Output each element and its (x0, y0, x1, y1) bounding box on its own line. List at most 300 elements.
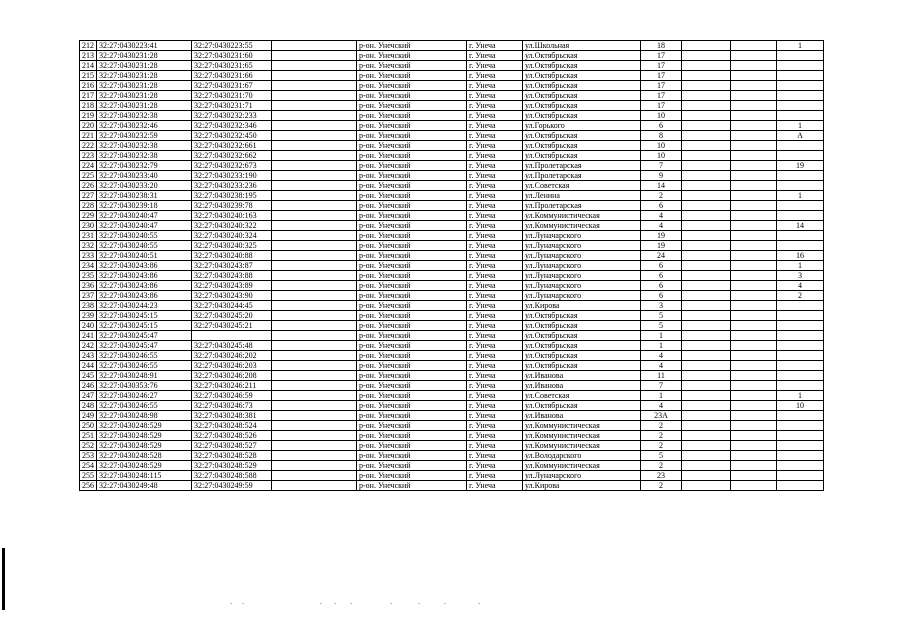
street-cell: ул.Луначарского (523, 231, 641, 241)
house-number-cell: 3 (641, 301, 682, 311)
district-cell: р-он. Унечский (357, 41, 467, 51)
city-cell: г. Унеча (467, 401, 523, 411)
cadastral-number-object: 32:27:0430231:66 (192, 71, 272, 81)
district-cell: р-он. Унечский (357, 471, 467, 481)
row-number: 216 (80, 81, 97, 91)
empty-cell (272, 451, 357, 461)
house-number-cell: 4 (641, 401, 682, 411)
table-row (80, 221, 824, 231)
house-number-cell: 5 (641, 321, 682, 331)
city-cell: г. Унеча (467, 371, 523, 381)
cadastral-number-object: 32:27:0430231:60 (192, 51, 272, 61)
house-number-cell: 14 (641, 181, 682, 191)
extra-cell (731, 191, 777, 201)
apartment-cell (777, 141, 824, 151)
table-row (80, 431, 824, 441)
empty-cell (682, 111, 731, 121)
empty-cell (682, 101, 731, 111)
district-cell: р-он. Унечский (357, 281, 467, 291)
city-cell: г. Унеча (467, 351, 523, 361)
empty-cell (272, 141, 357, 151)
empty-cell (682, 241, 731, 251)
row-number: 252 (80, 441, 97, 451)
house-number-cell: 10 (641, 151, 682, 161)
apartment-cell: 1 (777, 391, 824, 401)
district-cell: р-он. Унечский (357, 71, 467, 81)
house-number-cell: 2 (641, 191, 682, 201)
empty-cell (682, 391, 731, 401)
table-row (80, 211, 824, 221)
street-cell: ул.Кирова (523, 481, 641, 491)
cadastral-number-parcel: 32:27:0430244:23 (97, 301, 192, 311)
row-number: 241 (80, 331, 97, 341)
empty-cell (272, 391, 357, 401)
street-cell: ул.Октябрьская (523, 61, 641, 71)
row-number: 235 (80, 271, 97, 281)
empty-cell (682, 451, 731, 461)
house-number-cell: 2 (641, 421, 682, 431)
street-cell: ул.Коммунистическая (523, 461, 641, 471)
apartment-cell (777, 181, 824, 191)
row-number: 227 (80, 191, 97, 201)
apartment-cell: 1 (777, 261, 824, 271)
empty-cell (682, 231, 731, 241)
street-cell: ул.Советская (523, 391, 641, 401)
street-cell: ул.Пролетарская (523, 171, 641, 181)
apartment-cell: 4 (777, 281, 824, 291)
empty-cell (272, 181, 357, 191)
row-number: 215 (80, 71, 97, 81)
extra-cell (731, 211, 777, 221)
house-number-cell: 6 (641, 271, 682, 281)
register-table (79, 40, 824, 491)
row-number: 217 (80, 91, 97, 101)
extra-cell (731, 221, 777, 231)
apartment-cell (777, 101, 824, 111)
empty-cell (272, 341, 357, 351)
empty-cell (682, 261, 731, 271)
row-number: 221 (80, 131, 97, 141)
cadastral-number-object: 32:27:0430243:87 (192, 261, 272, 271)
street-cell: ул.Коммунистическая (523, 441, 641, 451)
cadastral-number-parcel: 32:27:0430231:28 (97, 71, 192, 81)
row-number: 254 (80, 461, 97, 471)
row-number: 233 (80, 251, 97, 261)
district-cell: р-он. Унечский (357, 121, 467, 131)
extra-cell (731, 411, 777, 421)
cadastral-number-parcel: 32:27:0430246:55 (97, 361, 192, 371)
row-number: 250 (80, 421, 97, 431)
district-cell: р-он. Унечский (357, 401, 467, 411)
house-number-cell: 10 (641, 141, 682, 151)
extra-cell (731, 371, 777, 381)
street-cell: ул.Иванова (523, 371, 641, 381)
house-number-cell: 19 (641, 231, 682, 241)
district-cell: р-он. Унечский (357, 221, 467, 231)
table-row (80, 481, 824, 491)
cadastral-number-object: 32:27:0430240:322 (192, 221, 272, 231)
extra-cell (731, 451, 777, 461)
extra-cell (731, 201, 777, 211)
empty-cell (682, 321, 731, 331)
district-cell: р-он. Унечский (357, 461, 467, 471)
street-cell: ул.Октябрьская (523, 111, 641, 121)
row-number: 232 (80, 241, 97, 251)
table-row (80, 151, 824, 161)
empty-cell (682, 341, 731, 351)
table-row (80, 361, 824, 371)
apartment-cell (777, 461, 824, 471)
street-cell: ул.Коммунистическая (523, 221, 641, 231)
empty-cell (682, 311, 731, 321)
table-row (80, 411, 824, 421)
house-number-cell: 4 (641, 221, 682, 231)
cadastral-number-parcel: 32:27:0430248:529 (97, 461, 192, 471)
table-row (80, 141, 824, 151)
extra-cell (731, 101, 777, 111)
street-cell: ул.Луначарского (523, 251, 641, 261)
extra-cell (731, 421, 777, 431)
cadastral-number-object: 32:27:0430223:55 (192, 41, 272, 51)
cadastral-number-object: 32:27:0430243:89 (192, 281, 272, 291)
empty-cell (272, 121, 357, 131)
table-row (80, 181, 824, 191)
row-number: 234 (80, 261, 97, 271)
cadastral-number-object: 32:27:0430231:70 (192, 91, 272, 101)
apartment-cell (777, 301, 824, 311)
street-cell: ул.Октябрьская (523, 361, 641, 371)
extra-cell (731, 71, 777, 81)
district-cell: р-он. Унечский (357, 231, 467, 241)
street-cell: ул.Кирова (523, 301, 641, 311)
city-cell: г. Унеча (467, 441, 523, 451)
empty-cell (272, 261, 357, 271)
street-cell: ул.Октябрьская (523, 351, 641, 361)
empty-cell (682, 121, 731, 131)
house-number-cell: 24 (641, 251, 682, 261)
apartment-cell (777, 111, 824, 121)
street-cell: ул.Советская (523, 181, 641, 191)
cadastral-number-parcel: 32:27:0430232:79 (97, 161, 192, 171)
apartment-cell (777, 91, 824, 101)
empty-cell (272, 41, 357, 51)
house-number-cell: 1 (641, 331, 682, 341)
extra-cell (731, 341, 777, 351)
empty-cell (272, 51, 357, 61)
city-cell: г. Унеча (467, 61, 523, 71)
table-row (80, 331, 824, 341)
apartment-cell (777, 61, 824, 71)
district-cell: р-он. Унечский (357, 261, 467, 271)
extra-cell (731, 91, 777, 101)
cadastral-number-object: 32:27:0430245:21 (192, 321, 272, 331)
extra-cell (731, 111, 777, 121)
table-row (80, 61, 824, 71)
district-cell: р-он. Унечский (357, 91, 467, 101)
apartment-cell (777, 171, 824, 181)
district-cell: р-он. Унечский (357, 171, 467, 181)
district-cell: р-он. Унечский (357, 291, 467, 301)
house-number-cell: 1 (641, 341, 682, 351)
house-number-cell: 8 (641, 131, 682, 141)
city-cell: г. Унеча (467, 141, 523, 151)
street-cell: ул.Октябрьская (523, 151, 641, 161)
city-cell: г. Унеча (467, 341, 523, 351)
empty-cell (272, 171, 357, 181)
extra-cell (731, 471, 777, 481)
empty-cell (682, 221, 731, 231)
house-number-cell: 6 (641, 261, 682, 271)
district-cell: р-он. Унечский (357, 131, 467, 141)
cadastral-number-parcel: 32:27:0430233:40 (97, 171, 192, 181)
apartment-cell (777, 321, 824, 331)
cadastral-number-object (192, 331, 272, 341)
house-number-cell: 5 (641, 451, 682, 461)
extra-cell (731, 151, 777, 161)
city-cell: г. Унеча (467, 311, 523, 321)
table-row (80, 261, 824, 271)
street-cell: ул.Октябрьская (523, 141, 641, 151)
cadastral-number-object: 32:27:0430232:450 (192, 131, 272, 141)
empty-cell (682, 351, 731, 361)
house-number-cell: 6 (641, 201, 682, 211)
cadastral-number-object: 32:27:0430246:203 (192, 361, 272, 371)
extra-cell (731, 361, 777, 371)
cadastral-number-object: 32:27:0430233:236 (192, 181, 272, 191)
table-row (80, 101, 824, 111)
extra-cell (731, 381, 777, 391)
empty-cell (682, 91, 731, 101)
city-cell: г. Унеча (467, 411, 523, 421)
empty-cell (272, 351, 357, 361)
street-cell: ул.Пролетарская (523, 201, 641, 211)
empty-cell (272, 371, 357, 381)
empty-cell (272, 441, 357, 451)
street-cell: ул.Луначарского (523, 261, 641, 271)
extra-cell (731, 81, 777, 91)
extra-cell (731, 331, 777, 341)
empty-cell (272, 61, 357, 71)
empty-cell (682, 161, 731, 171)
cadastral-number-parcel: 32:27:0430232:38 (97, 151, 192, 161)
extra-cell (731, 181, 777, 191)
cadastral-number-parcel: 32:27:0430243:86 (97, 261, 192, 271)
street-cell: ул.Коммунистическая (523, 211, 641, 221)
city-cell: г. Унеча (467, 181, 523, 191)
street-cell: ул.Октябрьская (523, 91, 641, 101)
street-cell: ул.Иванова (523, 411, 641, 421)
cadastral-number-parcel: 32:27:0430240:47 (97, 221, 192, 231)
cadastral-number-parcel: 32:27:0430233:20 (97, 181, 192, 191)
street-cell: ул.Луначарского (523, 281, 641, 291)
city-cell: г. Унеча (467, 91, 523, 101)
empty-cell (682, 361, 731, 371)
cadastral-number-object: 32:27:0430246:208 (192, 371, 272, 381)
district-cell: р-он. Унечский (357, 61, 467, 71)
empty-cell (272, 431, 357, 441)
district-cell: р-он. Унечский (357, 241, 467, 251)
cadastral-number-parcel: 32:27:0430353:76 (97, 381, 192, 391)
street-cell: ул.Октябрьская (523, 131, 641, 141)
empty-cell (682, 171, 731, 181)
city-cell: г. Унеча (467, 121, 523, 131)
empty-cell (272, 251, 357, 261)
apartment-cell (777, 481, 824, 491)
cadastral-number-object: 32:27:0430246:59 (192, 391, 272, 401)
city-cell: г. Унеча (467, 271, 523, 281)
city-cell: г. Унеча (467, 241, 523, 251)
cadastral-number-object: 32:27:0430232:662 (192, 151, 272, 161)
city-cell: г. Унеча (467, 81, 523, 91)
house-number-cell: 11 (641, 371, 682, 381)
city-cell: г. Унеча (467, 321, 523, 331)
district-cell: р-он. Унечский (357, 211, 467, 221)
row-number: 213 (80, 51, 97, 61)
empty-cell (682, 151, 731, 161)
house-number-cell: 7 (641, 381, 682, 391)
city-cell: г. Унеча (467, 281, 523, 291)
empty-cell (272, 401, 357, 411)
cadastral-number-parcel: 32:27:0430243:86 (97, 271, 192, 281)
house-number-cell: 4 (641, 351, 682, 361)
district-cell: р-он. Унечский (357, 201, 467, 211)
district-cell: р-он. Унечский (357, 351, 467, 361)
city-cell: г. Унеча (467, 481, 523, 491)
cadastral-number-object: 32:27:0430248:527 (192, 441, 272, 451)
house-number-cell: 1 (641, 391, 682, 401)
row-number: 253 (80, 451, 97, 461)
district-cell: р-он. Унечский (357, 311, 467, 321)
apartment-cell (777, 441, 824, 451)
empty-cell (682, 181, 731, 191)
city-cell: г. Унеча (467, 131, 523, 141)
cadastral-number-parcel: 32:27:0430240:51 (97, 251, 192, 261)
empty-cell (682, 471, 731, 481)
district-cell: р-он. Унечский (357, 101, 467, 111)
city-cell: г. Унеча (467, 391, 523, 401)
row-number: 229 (80, 211, 97, 221)
table-row (80, 381, 824, 391)
table-row (80, 311, 824, 321)
empty-cell (272, 311, 357, 321)
apartment-cell (777, 81, 824, 91)
cadastral-number-object: 32:27:0430248:588 (192, 471, 272, 481)
cadastral-number-object: 32:27:0430232:233 (192, 111, 272, 121)
cadastral-number-object: 32:27:0430232:661 (192, 141, 272, 151)
cadastral-number-parcel: 32:27:0430231:28 (97, 51, 192, 61)
cadastral-number-object: 32:27:0430243:88 (192, 271, 272, 281)
apartment-cell: А (777, 131, 824, 141)
table-row (80, 401, 824, 411)
house-number-cell: 17 (641, 71, 682, 81)
empty-cell (272, 321, 357, 331)
street-cell: ул.Октябрьская (523, 101, 641, 111)
row-number: 223 (80, 151, 97, 161)
district-cell: р-он. Унечский (357, 451, 467, 461)
empty-cell (682, 411, 731, 421)
row-number: 242 (80, 341, 97, 351)
house-number-cell: 19 (641, 241, 682, 251)
city-cell: г. Унеча (467, 361, 523, 371)
extra-cell (731, 141, 777, 151)
apartment-cell: 1 (777, 191, 824, 201)
street-cell: ул.Ленина (523, 191, 641, 201)
table-row (80, 191, 824, 201)
extra-cell (731, 51, 777, 61)
street-cell: ул.Октябрьская (523, 51, 641, 61)
row-number: 240 (80, 321, 97, 331)
cadastral-number-parcel: 32:27:0430249:48 (97, 481, 192, 491)
city-cell: г. Унеча (467, 301, 523, 311)
empty-cell (682, 41, 731, 51)
empty-cell (272, 221, 357, 231)
scan-noise (230, 603, 530, 607)
empty-cell (682, 51, 731, 61)
city-cell: г. Унеча (467, 261, 523, 271)
empty-cell (272, 281, 357, 291)
house-number-cell: 23 (641, 471, 682, 481)
cadastral-number-parcel: 32:27:0430240:55 (97, 241, 192, 251)
table-row (80, 251, 824, 261)
empty-cell (272, 211, 357, 221)
row-number: 222 (80, 141, 97, 151)
city-cell: г. Унеча (467, 421, 523, 431)
empty-cell (682, 71, 731, 81)
house-number-cell: 17 (641, 81, 682, 91)
house-number-cell: 4 (641, 211, 682, 221)
cadastral-number-parcel: 32:27:0430232:59 (97, 131, 192, 141)
house-number-cell: 23А (641, 411, 682, 421)
cadastral-number-object: 32:27:0430238:195 (192, 191, 272, 201)
apartment-cell (777, 431, 824, 441)
cadastral-number-object: 32:27:0430246:73 (192, 401, 272, 411)
street-cell: ул.Пролетарская (523, 161, 641, 171)
empty-cell (682, 81, 731, 91)
row-number: 214 (80, 61, 97, 71)
cadastral-number-parcel: 32:27:0430231:28 (97, 81, 192, 91)
district-cell: р-он. Унечский (357, 321, 467, 331)
district-cell: р-он. Унечский (357, 441, 467, 451)
apartment-cell (777, 361, 824, 371)
table-row (80, 301, 824, 311)
table-row (80, 371, 824, 381)
empty-cell (682, 141, 731, 151)
house-number-cell: 2 (641, 441, 682, 451)
extra-cell (731, 391, 777, 401)
table-row (80, 91, 824, 101)
city-cell: г. Унеча (467, 71, 523, 81)
empty-cell (272, 81, 357, 91)
cadastral-number-parcel: 32:27:0430248:529 (97, 431, 192, 441)
empty-cell (272, 361, 357, 371)
empty-cell (682, 441, 731, 451)
empty-cell (682, 461, 731, 471)
cadastral-number-object: 32:27:0430240:163 (192, 211, 272, 221)
empty-cell (272, 411, 357, 421)
street-cell: ул.Октябрьская (523, 81, 641, 91)
extra-cell (731, 241, 777, 251)
apartment-cell: 19 (777, 161, 824, 171)
table-row (80, 281, 824, 291)
district-cell: р-он. Унечский (357, 411, 467, 421)
city-cell: г. Унеча (467, 151, 523, 161)
district-cell: р-он. Унечский (357, 251, 467, 261)
row-number: 219 (80, 111, 97, 121)
empty-cell (682, 381, 731, 391)
extra-cell (731, 261, 777, 271)
house-number-cell: 17 (641, 51, 682, 61)
extra-cell (731, 251, 777, 261)
